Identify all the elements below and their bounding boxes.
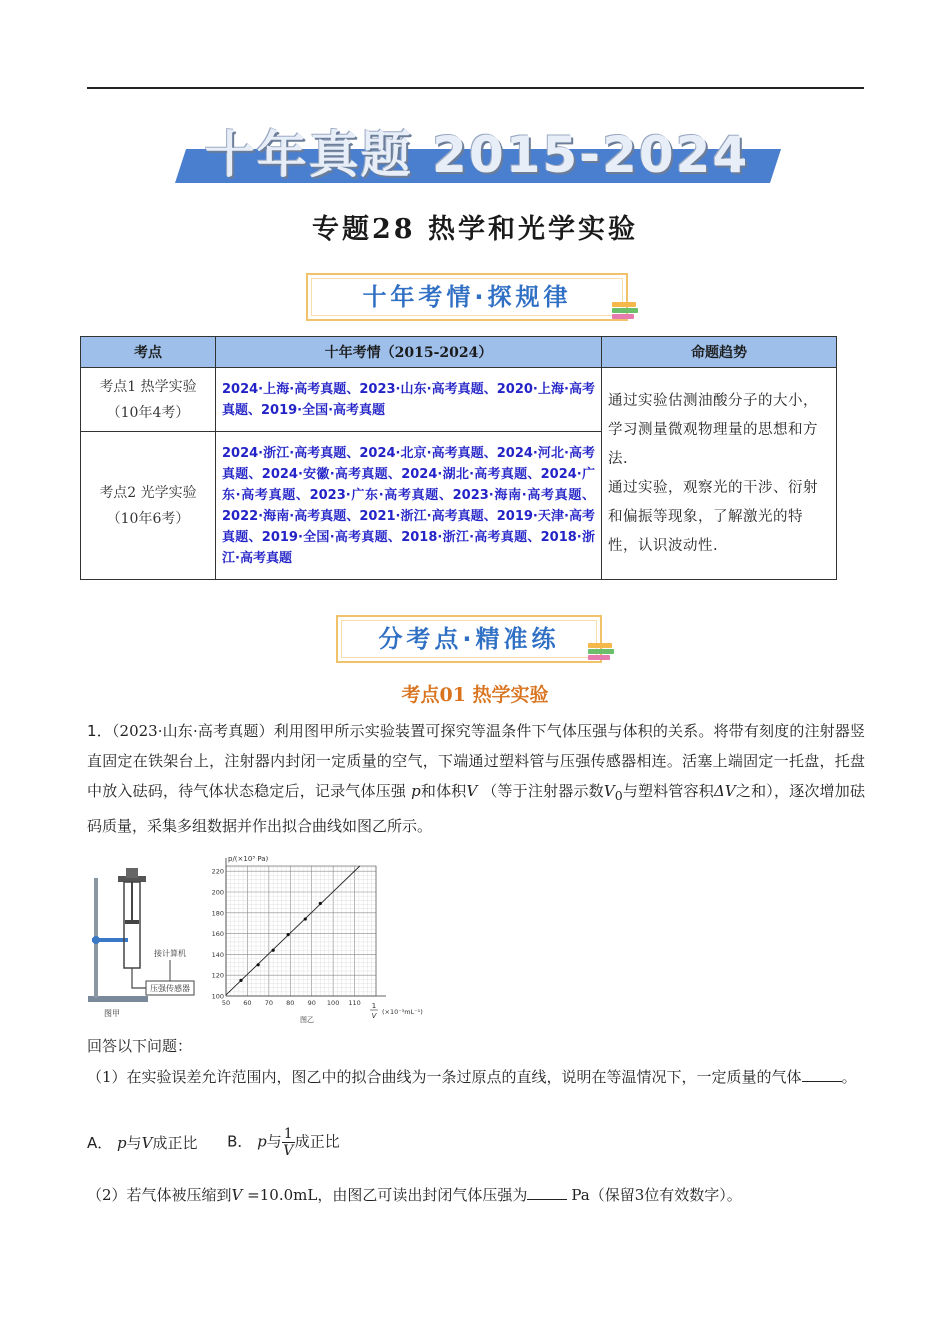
stem-text: 之和），逐次增加砝码质量，采集多组数据并作出拟合曲线如图乙所示。 xyxy=(87,782,865,835)
x-tick-label: 110 xyxy=(348,999,361,1007)
option-a-label: A． xyxy=(87,1133,113,1152)
table-header: 考点 xyxy=(81,337,216,368)
chart-xlabel-num: 1 xyxy=(371,1002,377,1010)
chart-ylabel: p/(×10³ Pa) xyxy=(228,856,269,863)
option-a-p: p xyxy=(117,1133,127,1152)
banner-title: 十年真题 2015-2024 xyxy=(204,126,750,184)
x-tick-label: 70 xyxy=(264,999,273,1007)
piston xyxy=(125,920,139,924)
part2-end: （保留3位有效数字）。 xyxy=(589,1186,742,1204)
var-dV: ΔV xyxy=(714,782,736,800)
question-1-part2 xyxy=(87,1180,865,1210)
var-V: V xyxy=(466,782,478,800)
option-a-V: V xyxy=(141,1133,153,1152)
figure-apparatus xyxy=(86,868,206,1020)
exam-table xyxy=(80,336,837,580)
trend-text: 通过实验估测油酸分子的大小，学习测量微观物理量的思想和方法. 通过实验，观察光的干涉、衍射和偏振等现象，了解激光的特性，认识波动性. xyxy=(608,392,818,554)
topic-cell xyxy=(81,432,216,580)
sensor-label: 压强传感器 xyxy=(150,984,190,993)
chart-grid xyxy=(226,866,376,996)
part2-text: ，由图乙可读出封闭气体压强为 xyxy=(317,1186,528,1204)
question-1-stem xyxy=(87,716,865,841)
page-title: 专题28 热学和光学实验 xyxy=(312,214,638,245)
var-p: p xyxy=(411,782,421,800)
figure-a-caption: 图甲 xyxy=(104,1009,120,1018)
y-tick-label: 100 xyxy=(211,992,224,1001)
section-label-practice: 分考点·精准练 xyxy=(336,615,602,663)
stem-text: （等于注射器示数 xyxy=(482,782,604,800)
y-tick-label: 180 xyxy=(211,909,224,918)
table-header: 命题趋势 xyxy=(602,337,837,368)
option-b-fraction xyxy=(282,1126,295,1159)
fit-line xyxy=(226,866,360,995)
topic-name: 考点1 热学实验 xyxy=(99,378,197,395)
topic-count: （10年4考） xyxy=(106,404,190,421)
part1-end: 。 xyxy=(841,1068,857,1086)
books-icon xyxy=(588,643,614,663)
clamp-knob xyxy=(92,936,100,944)
question-source: （2023·山东·高考真题） xyxy=(111,722,274,740)
topic-name: 考点2 光学实验 xyxy=(99,484,197,501)
exam-list: 2024·上海·高考真题、2023·山东·高考真题、2020·上海·高考真题、2019·全国·高考真题 xyxy=(216,368,602,432)
trend-cell xyxy=(602,368,837,580)
data-point xyxy=(287,933,290,936)
option-a-with: 与 xyxy=(126,1133,142,1152)
data-point xyxy=(304,917,307,920)
part2-V: V xyxy=(231,1186,243,1204)
banner xyxy=(175,115,775,185)
fraction-den: V xyxy=(283,1143,294,1159)
plastic-tube xyxy=(132,968,146,988)
part1-text: （1）在实验误差允许范围内，图乙中的拟合曲线为一条过原点的直线，说明在等温情况下，一定质量的气体 xyxy=(87,1068,802,1086)
part2-value: =10.0mL xyxy=(247,1186,318,1204)
chart-xlabel-unit: (×10⁻³mL⁻¹) xyxy=(382,1008,423,1016)
x-tick-label: 60 xyxy=(243,999,252,1007)
data-point xyxy=(319,902,322,905)
option-a[interactable] xyxy=(87,1128,198,1158)
data-point xyxy=(272,949,275,952)
question-1-options xyxy=(87,1126,865,1170)
fraction-num: 1 xyxy=(283,1126,293,1142)
answer-prompt: 回答以下问题： xyxy=(87,1037,193,1055)
question-1-part1 xyxy=(87,1062,865,1092)
y-tick-label: 140 xyxy=(211,950,224,959)
topic-cell xyxy=(81,368,216,432)
books-icon xyxy=(612,302,638,322)
computer-label: 接计算机 xyxy=(154,949,186,958)
chart-xlabel-den: V xyxy=(371,1012,377,1020)
figure-b-caption: 图乙 xyxy=(300,1016,314,1024)
option-b-p: p xyxy=(257,1132,267,1151)
header-rule xyxy=(87,87,864,89)
option-b[interactable] xyxy=(227,1126,340,1159)
data-point xyxy=(239,979,242,982)
y-tick-label: 200 xyxy=(211,888,224,897)
x-tick-label: 100 xyxy=(326,999,340,1007)
part2-unit: Pa xyxy=(571,1186,590,1204)
exam-list: 2024·浙江·高考真题、2024·北京·高考真题、2024·河北·高考真题、2024·安徽·高考真题、2024·湖北·高考真题、2024·广东·高考真题、2023·广东·高考真题、2023·海南·高考真题、2022·海南·高考真题、2021·浙江·高考真题、2019·天津·高考真题、2019·全国·高考真题、2018·浙江·高考真题、2018·浙江·高考真题 xyxy=(216,432,602,580)
stem-text: 和体积 xyxy=(420,782,467,800)
x-tick-label: 90 xyxy=(307,999,316,1007)
topic-count: （10年6考） xyxy=(106,510,190,527)
pressure-volume-chart xyxy=(204,856,424,1024)
x-tick-label: 80 xyxy=(286,999,295,1007)
y-tick-label: 120 xyxy=(211,971,224,980)
answer-blank-2[interactable] xyxy=(527,1185,567,1200)
table-row xyxy=(81,368,837,432)
table-header: 十年考情（2015-2024） xyxy=(216,337,602,368)
x-tick-label: 50 xyxy=(221,999,231,1007)
weights xyxy=(126,868,138,878)
table-header-row xyxy=(81,337,837,368)
y-tick-label: 160 xyxy=(211,930,224,939)
stem-text: 利用图甲所示实验装置可探究等温条件下气体压强与体积的关系。将带有刻度的注射器竖直固定在铁架台上，注射器内封闭一定质量的空气，下端通过塑料管与压强传感器相连。活塞上端固定一托盘，托盘中放入砝码，待气体状态稳定后，记录气体压强 xyxy=(87,722,865,800)
plot-frame xyxy=(226,866,376,996)
var-V0: V xyxy=(603,782,615,800)
question-number: 1． xyxy=(87,722,112,740)
option-b-end: 成正比 xyxy=(294,1132,340,1151)
chart-marks xyxy=(226,866,360,995)
option-b-label: B． xyxy=(227,1132,253,1151)
part2-text: （2）若气体被压缩到 xyxy=(87,1186,232,1204)
y-tick-label: 220 xyxy=(211,867,224,876)
section-title: 考点01 热学实验 xyxy=(401,684,549,706)
section-label-trends: 十年考情·探规律 xyxy=(306,273,628,321)
var-V0-sub: 0 xyxy=(614,788,623,803)
option-a-end: 成正比 xyxy=(152,1133,198,1152)
stem-text: 与塑料管容积 xyxy=(622,782,715,800)
data-point xyxy=(257,963,260,966)
answer-blank-1[interactable] xyxy=(802,1067,842,1082)
option-b-with: 与 xyxy=(266,1132,282,1151)
